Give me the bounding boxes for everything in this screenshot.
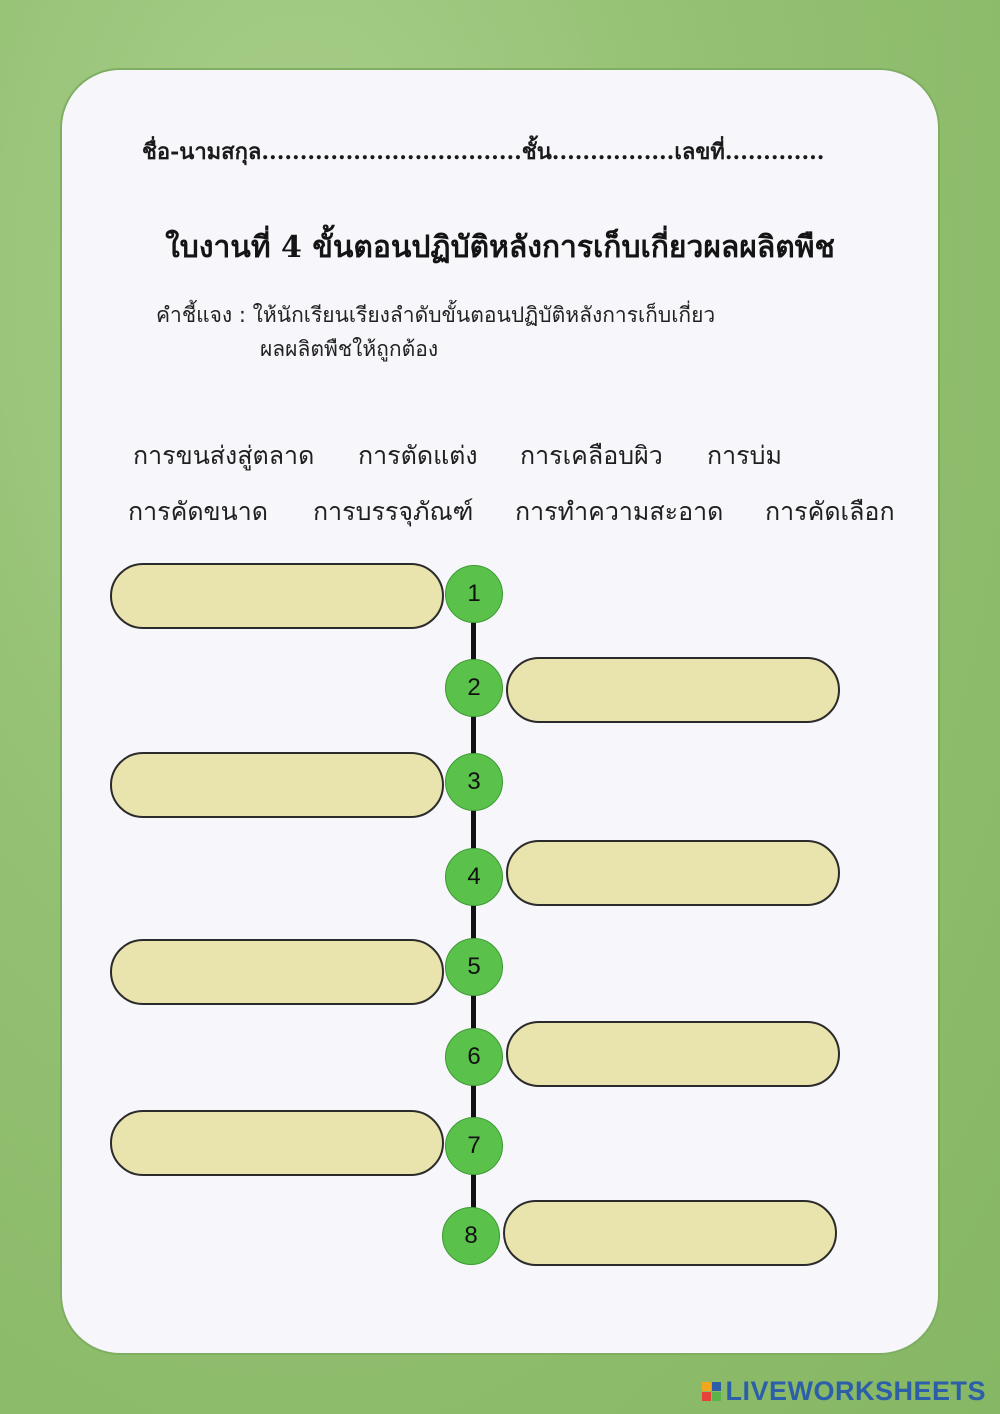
step-node-4: 4 [445, 848, 503, 906]
word-bank-item: การคัดเลือก [765, 497, 895, 526]
answer-box-5[interactable] [110, 939, 444, 1005]
answer-box-3[interactable] [110, 752, 444, 818]
word-bank-item: การบ่ม [707, 441, 782, 470]
answer-box-1[interactable] [110, 563, 444, 629]
instruction-line-2: ผลผลิตพืชให้ถูกต้อง [260, 337, 439, 361]
worksheet-title: ใบงานที่ 4 ขั้นตอนปฏิบัติหลังการเก็บเกี่ยวผลผลิตพืช [165, 230, 835, 265]
step-node-7: 7 [445, 1117, 503, 1175]
logo-mark-icon [702, 1382, 721, 1401]
word-bank-item: การบรรจุภัณฑ์ [313, 497, 474, 526]
step-node-8: 8 [442, 1207, 500, 1265]
instruction-line-1: คำชี้แจง : ให้นักเรียนเรียงลำดับขั้นตอนปฏิบัติหลังการเก็บเกี่ยว [156, 303, 716, 327]
step-node-6: 6 [445, 1028, 503, 1086]
answer-box-2[interactable] [506, 657, 840, 723]
answer-box-4[interactable] [506, 840, 840, 906]
instructions [156, 298, 715, 366]
step-node-5: 5 [445, 938, 503, 996]
student-info-line: ชื่อ-นามสกุล..................................ชั้น................เลขที่............. [142, 139, 825, 165]
step-node-2: 2 [445, 659, 503, 717]
word-bank-item: การเคลือบผิว [520, 441, 663, 470]
answer-box-8[interactable] [503, 1200, 837, 1266]
word-bank-item: การตัดแต่ง [358, 441, 478, 470]
liveworksheets-logo [702, 1376, 986, 1407]
answer-box-7[interactable] [110, 1110, 444, 1176]
word-bank-item: การทำความสะอาด [515, 497, 724, 526]
step-node-3: 3 [445, 753, 503, 811]
word-bank-item: การขนส่งสู่ตลาด [133, 441, 315, 470]
word-bank-item: การคัดขนาด [128, 497, 269, 526]
answer-box-6[interactable] [506, 1021, 840, 1087]
logo-text: LIVEWORKSHEETS [725, 1376, 986, 1406]
step-node-1: 1 [445, 565, 503, 623]
